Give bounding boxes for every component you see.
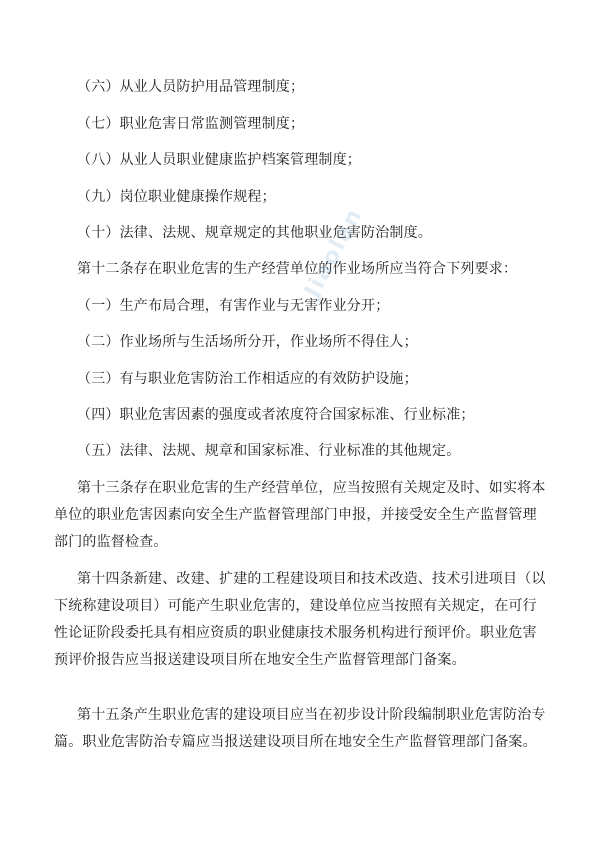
list-item-8: （八）从业人员职业健康监护档案管理制度； — [77, 152, 361, 168]
article-14-line-2: 下统称建设项目）可能产生职业危害的，建设单位应当按照有关规定，在可行 — [54, 598, 537, 614]
article-13-line-1: 第十三条存在职业危害的生产经营单位，应当按照有关规定及时、如实将本 — [77, 480, 546, 496]
watermark: Jiaolan — [300, 203, 368, 302]
list-item-10: （十）法律、法规、规章规定的其他职业危害防治制度。 — [77, 225, 432, 241]
requirement-item-2: （二）作业场所与生活场所分开，作业场所不得住人； — [77, 334, 418, 350]
article-13-line-3: 部门的监督检查。 — [54, 534, 168, 550]
list-item-9: （九）岗位职业健康操作规程； — [77, 189, 276, 205]
requirement-item-3: （三）有与职业危害防治工作相适应的有效防护设施； — [77, 371, 418, 387]
list-item-7: （七）职业危害日常监测管理制度； — [77, 116, 305, 132]
requirement-item-4: （四）职业危害因素的强度或者浓度符合国家标准、行业标准； — [77, 407, 475, 423]
article-12-heading: 第十二条存在职业危害的生产经营单位的作业场所应当符合下列要求： — [77, 261, 518, 277]
article-14-line-1: 第十四条新建、改建、扩建的工程建设项目和技术改造、技术引进项目（以 — [77, 571, 546, 587]
list-item-6: （六）从业人员防护用品管理制度； — [77, 79, 305, 95]
article-14-line-3: 性论证阶段委托具有相应资质的职业健康技术服务机构进行预评价。职业危害 — [54, 625, 537, 641]
requirement-item-5: （五）法律、法规、规章和国家标准、行业标准的其他规定。 — [77, 443, 461, 459]
article-13-line-2: 单位的职业危害因素向安全生产监督管理部门申报，并接受安全生产监督管理 — [54, 507, 537, 523]
requirement-item-1: （一）生产布局合理，有害作业与无害作业分开； — [77, 298, 390, 314]
article-15-line-2: 篇。职业危害防治专篇应当报送建设项目所在地安全生产监督管理部门备案。 — [54, 734, 537, 750]
article-15-line-1: 第十五条产生职业危害的建设项目应当在初步设计阶段编制职业危害防治专 — [77, 707, 546, 723]
article-14-line-4: 预评价报告应当报送建设项目所在地安全生产监督管理部门备案。 — [54, 652, 466, 668]
